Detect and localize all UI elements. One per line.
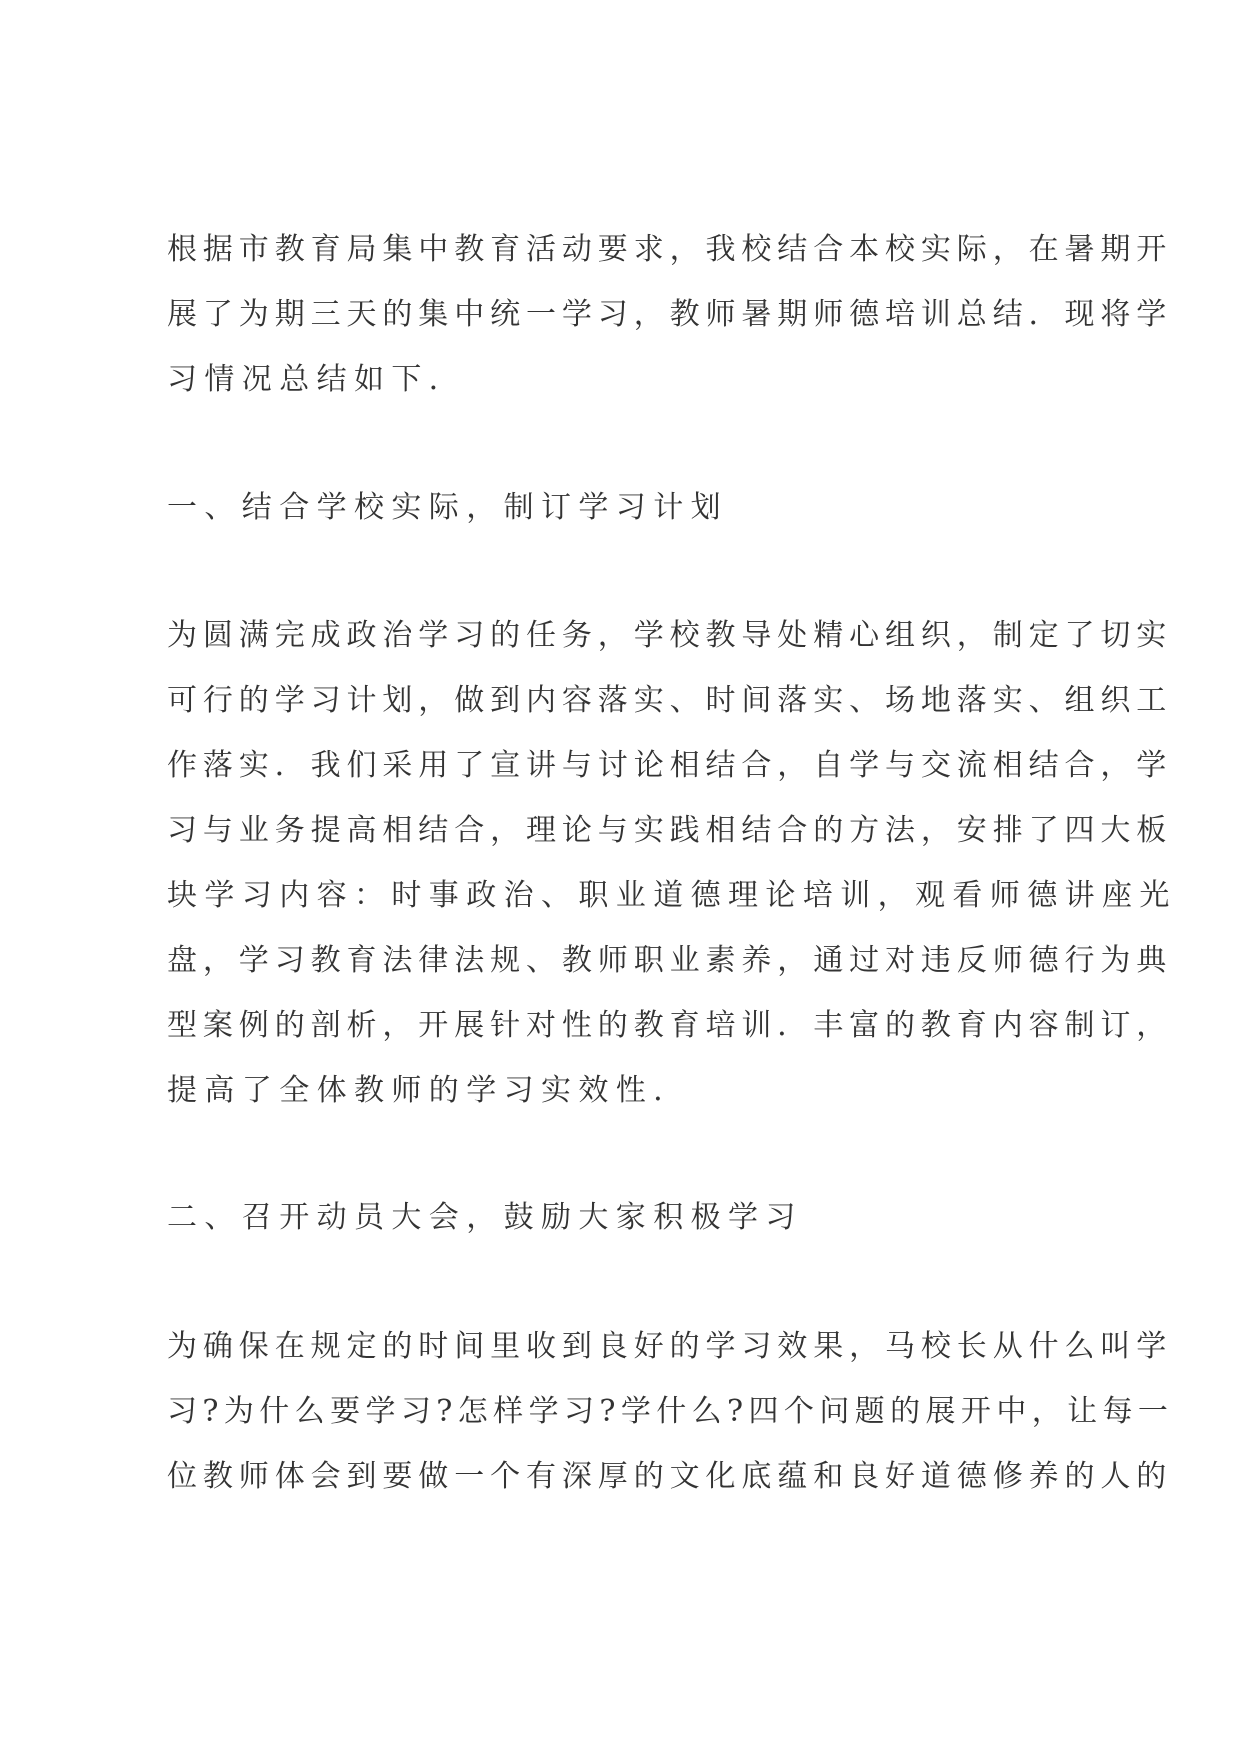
para1-line-2: 可行的学习计划，做到内容落实、时间落实、场地落实、组织工	[167, 683, 1173, 718]
para1-line-6: 盘，学习教育法律法规、教师职业素养，通过对违反师德行为典	[167, 943, 1173, 978]
para2-line-2: 习?为什么要学习?怎样学习?学什么?四个问题的展开中，让每一	[167, 1394, 1174, 1429]
para1-line-8: 提高了全体教师的学习实效性．	[167, 1073, 691, 1108]
para1-line-7: 型案例的剖析，开展针对性的教育培训．丰富的教育内容制订，	[167, 1008, 1173, 1043]
para1-line-3: 作落实．我们采用了宣讲与讨论相结合，自学与交流相结合，学	[167, 748, 1173, 783]
para1-line-1: 为圆满完成政治学习的任务，学校教导处精心组织，制定了切实	[167, 618, 1173, 653]
intro-line-1: 根据市教育局集中教育活动要求，我校结合本校实际，在暑期开	[167, 232, 1173, 267]
section-heading-2: 二、召开动员大会，鼓励大家积极学习	[167, 1200, 803, 1235]
para1-line-5: 块学习内容：时事政治、职业道德理论培训，观看师德讲座光	[167, 878, 1177, 913]
intro-line-3: 习情况总结如下．	[167, 362, 467, 397]
para1-line-4: 习与业务提高相结合，理论与实践相结合的方法，安排了四大板	[167, 813, 1173, 848]
section-heading-1: 一、结合学校实际，制订学习计划	[167, 490, 728, 525]
para2-line-3: 位教师体会到要做一个有深厚的文化底蕴和良好道德修养的人的	[167, 1459, 1173, 1494]
intro-line-2: 展了为期三天的集中统一学习，教师暑期师德培训总结．现将学	[167, 297, 1173, 332]
para2-line-1: 为确保在规定的时间里收到良好的学习效果，马校长从什么叫学	[167, 1329, 1173, 1364]
